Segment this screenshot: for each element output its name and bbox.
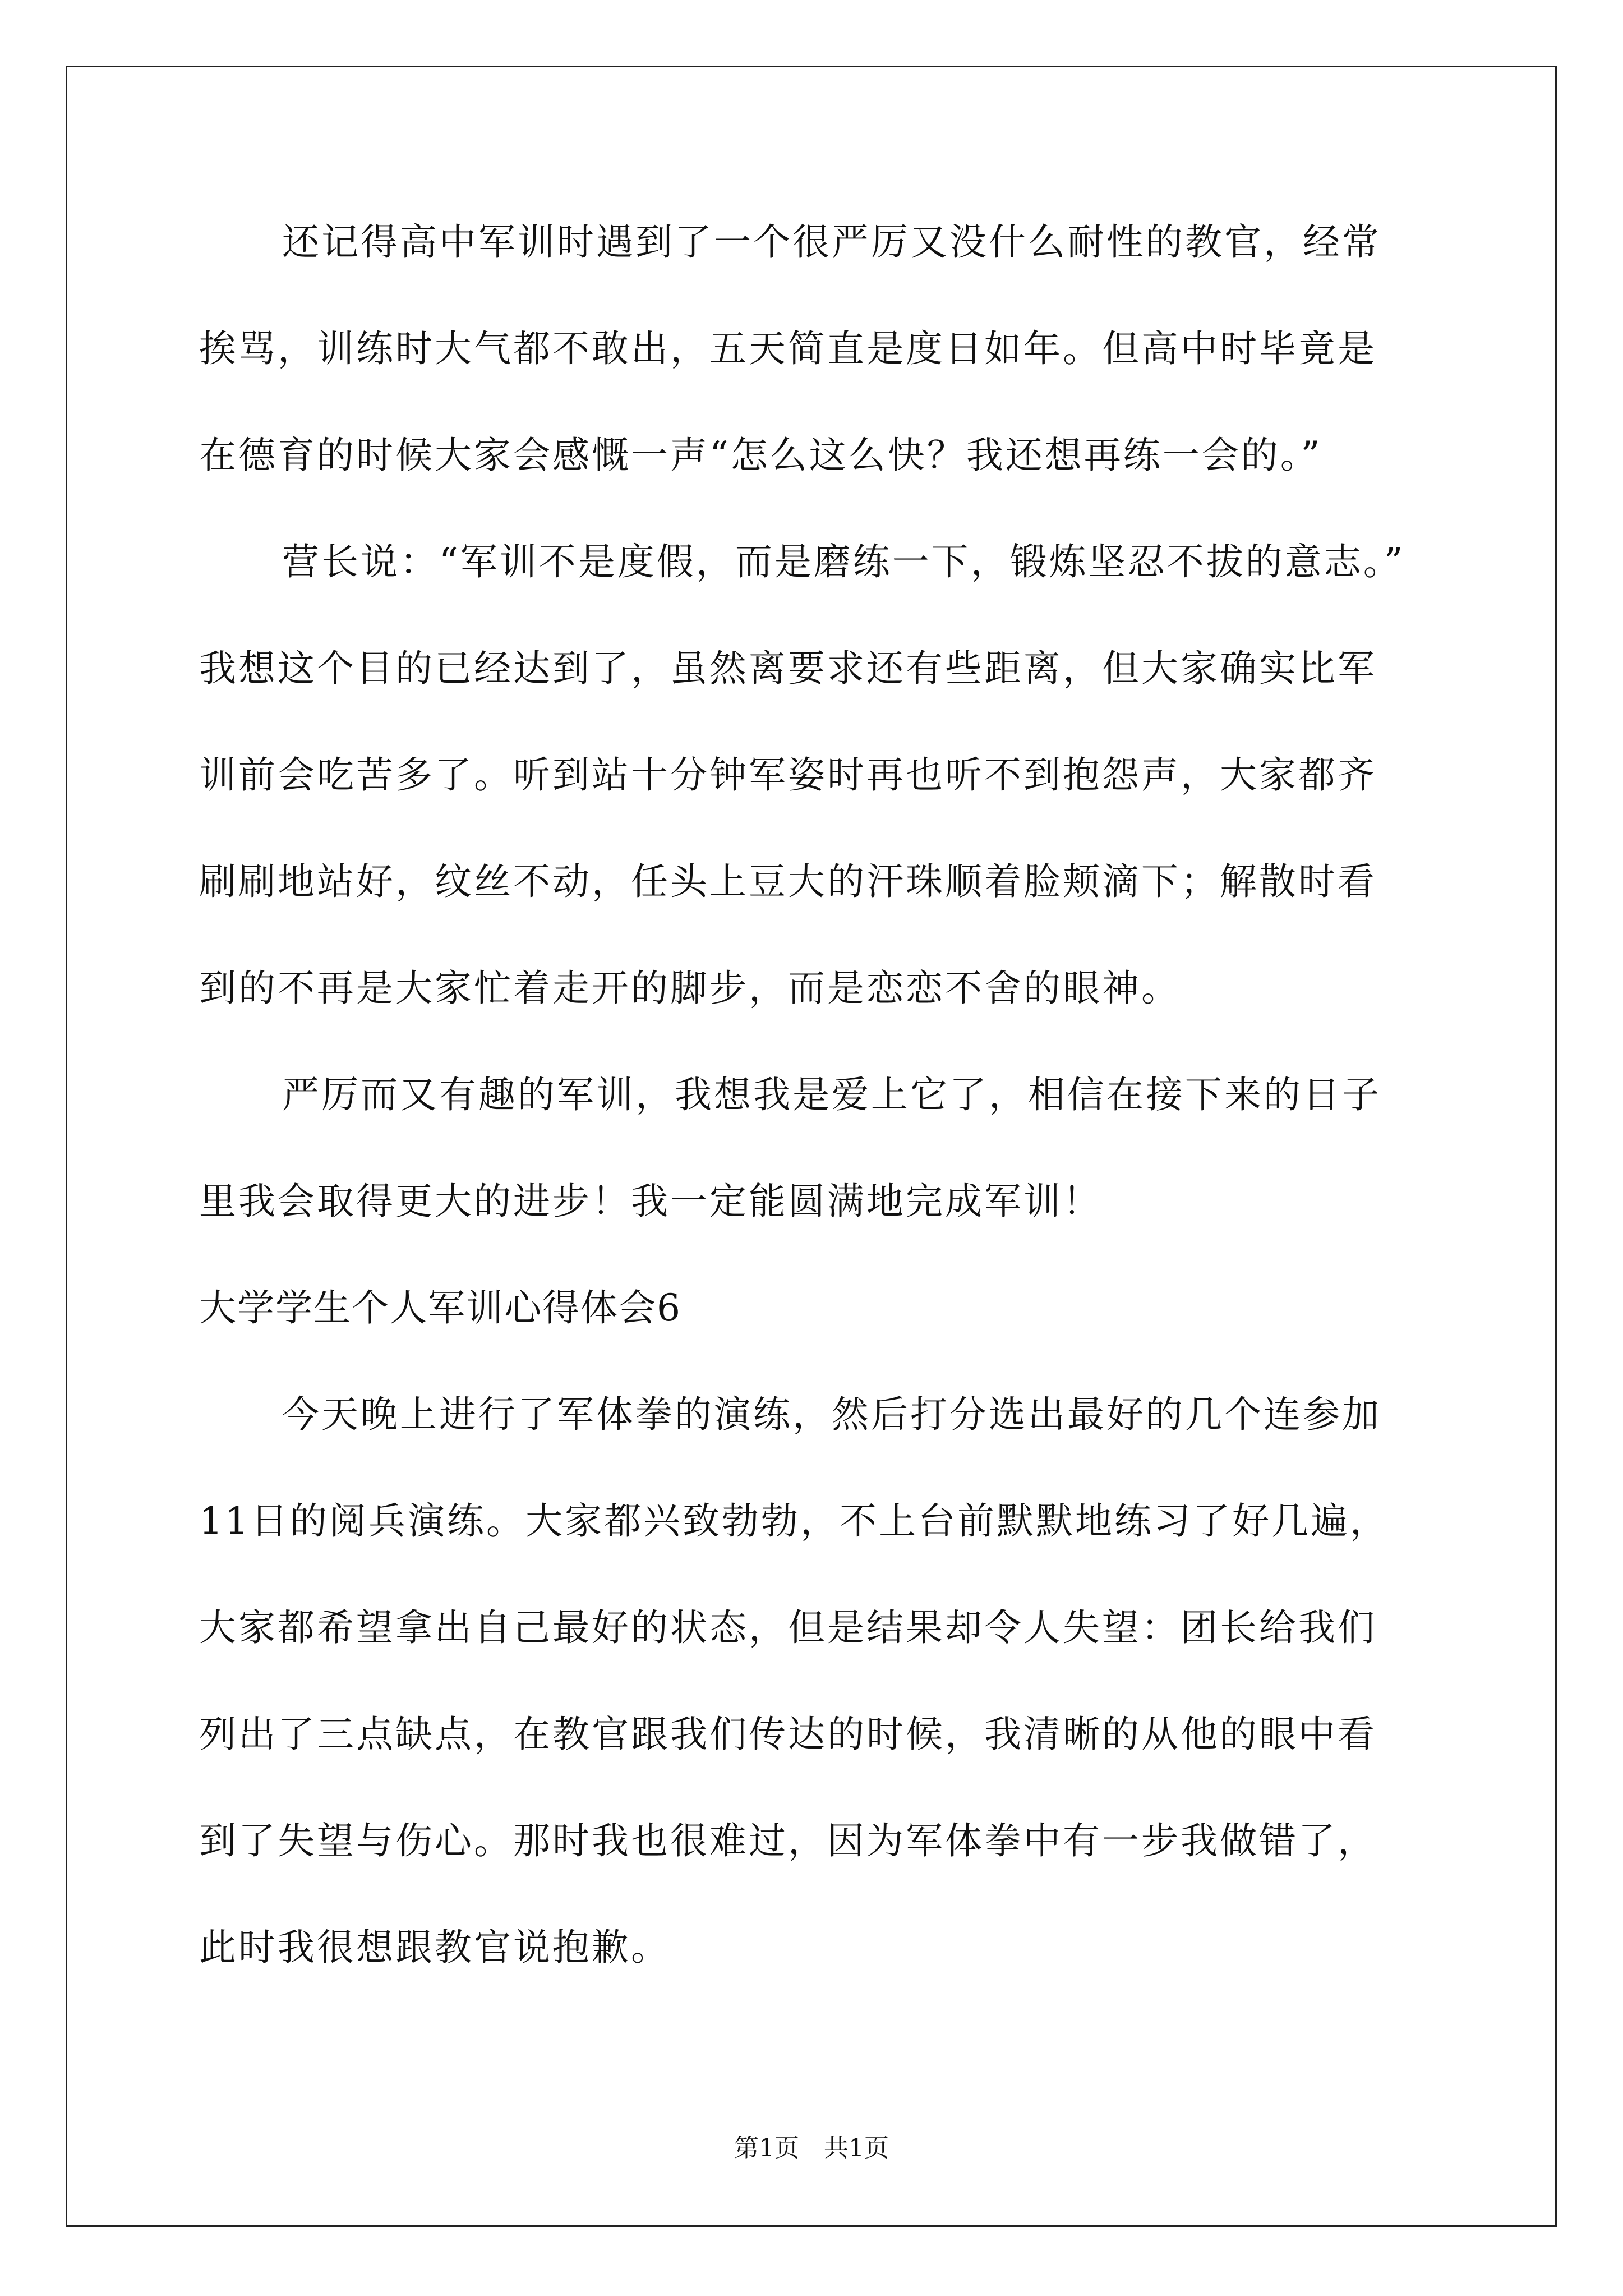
page-footer: 第1页 共1页 [734, 2134, 889, 2162]
text-line: 大家都希望拿出自己最好的状态，但是结果却令人失望：团长给我们 [199, 1606, 1377, 1649]
text-line: 到了失望与伤心。那时我也很难过，因为军体拳中有一步我做错了， [199, 1819, 1377, 1862]
text-line: 我想这个目的已经达到了，虽然离要求还有些距离，但大家确实比军 [199, 647, 1377, 690]
text-line: 营长说：“军训不是度假，而是磨练一下，锻炼坚忍不拔的意志。” [282, 540, 1405, 583]
page-border [66, 66, 1557, 2227]
text-line: 严厉而又有趣的军训，我想我是爱上它了，相信在接下来的日子 [282, 1073, 1381, 1116]
text-line: 还记得高中军训时遇到了一个很严厉又没什么耐性的教官，经常 [282, 220, 1381, 264]
text-line: 训前会吃苦多了。听到站十分钟军姿时再也听不到抱怨声，大家都齐 [199, 753, 1377, 797]
text-line: 在德育的时候大家会感慨一声“怎么这么快？我还想再练一会的。” [199, 434, 1322, 477]
text-line: 挨骂，训练时大气都不敢出，五天简直是度日如年。但高中时毕竟是 [199, 327, 1377, 370]
text-line: 里我会取得更大的进步！我一定能圆满地完成军训！ [199, 1180, 1102, 1223]
text-line: 此时我很想跟教官说抱歉。 [199, 1926, 670, 1969]
section-heading: 大学学生个人军训心得体会6 [199, 1286, 681, 1329]
text-line: 到的不再是大家忙着走开的脚步，而是恋恋不舍的眼神。 [199, 967, 1181, 1010]
text-line: 11日的阅兵演练。大家都兴致勃勃，不上台前默默地练习了好几遍， [199, 1499, 1389, 1543]
text-line: 刷刷地站好，纹丝不动，任头上豆大的汗珠顺着脸颊滴下；解散时看 [199, 860, 1377, 903]
text-line: 列出了三点缺点，在教官跟我们传达的时候，我清晰的从他的眼中看 [199, 1713, 1377, 1756]
text-line: 今天晚上进行了军体拳的演练，然后打分选出最好的几个连参加 [282, 1393, 1381, 1436]
